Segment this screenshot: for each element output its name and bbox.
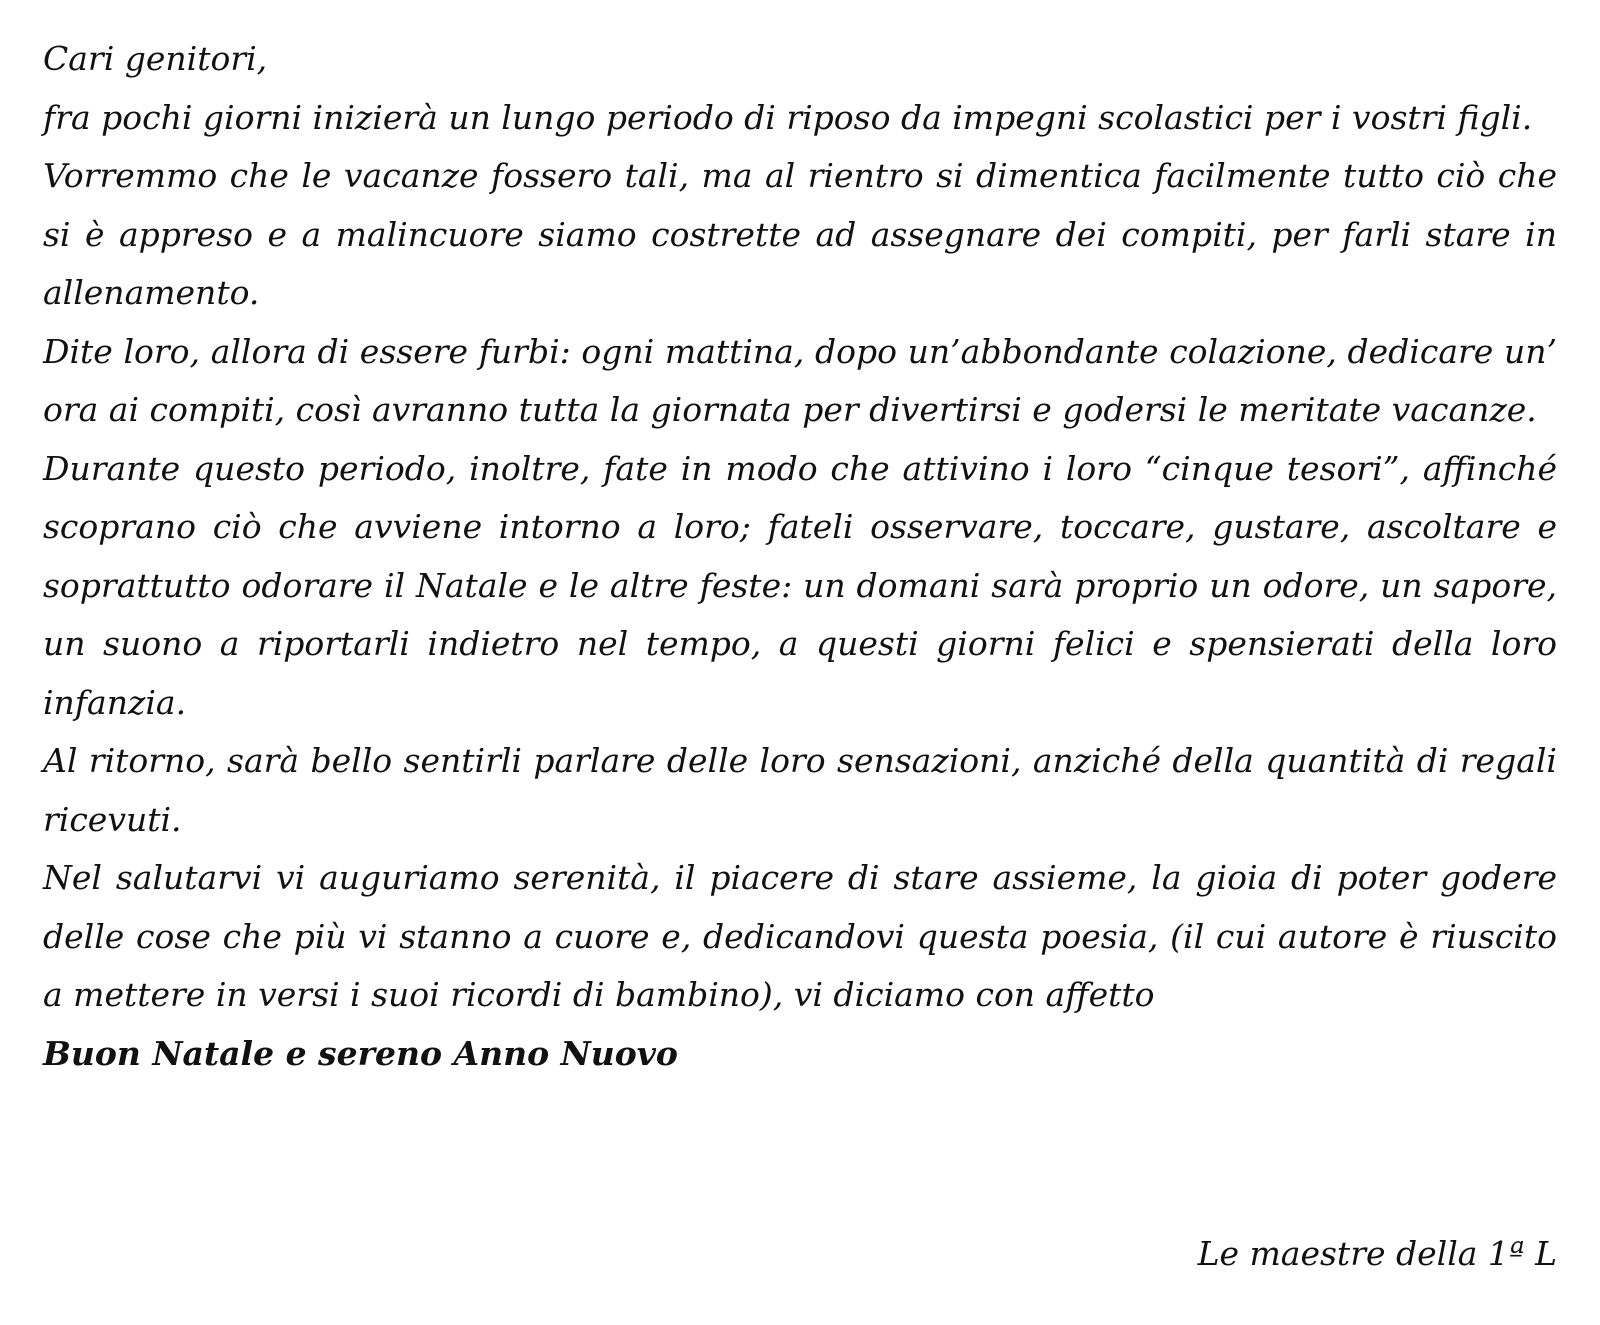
paragraph-greetings: Nel salutarvi vi auguriamo serenità, il piacere di stare assieme, la gioia di poter godere delle cose che più vi stanno a cuore e, dedicandovi questa poesia, (il cui autore è riuscito a mettere in versi i suoi ricordi di bambino), vi diciamo con affetto (43, 858, 1557, 1014)
paragraph-daily-routine: Dite loro, allora di essere furbi: ogni mattina, dopo un’abbondante colazione, dedicare un’ ora ai compiti, così avranno tutta la giornata per divertirsi e godersi le meritate vacanze. (43, 331, 1557, 429)
holiday-wish: Buon Natale e sereno Anno Nuovo (43, 1033, 678, 1073)
paragraph-homework: Vorremmo che le vacanze fossero tali, ma al rientro si dimentica facilmente tutto ciò che si è appreso e a malincuore siamo costrette ad assegnare dei compiti, per farli stare in allenamento. (43, 156, 1557, 312)
letter-signature: Le maestre della 1ª L (1197, 1234, 1557, 1273)
letter-greeting: Cari genitori, (43, 39, 268, 78)
paragraph-five-senses: Durante questo periodo, inoltre, fate in modo che attivino i loro “cinque tesori”, affinché scoprano ciò che avviene intorno a loro; fateli osservare, toccare, gustare, ascoltare e soprattutto odorare il Natale e le altre feste: un domani sarà proprio un odore, un sapore, un suono a riportarli indietro nel tempo, a questi giorni felici e spensierati della loro infanzia. (43, 448, 1557, 722)
letter-body (43, 30, 1557, 1083)
paragraph-return: Al ritorno, sarà bello sentirli parlare delle loro sensazioni, anziché della quantità di regali ricevuti. (43, 741, 1557, 839)
paragraph-school-break: fra pochi giorni inizierà un lungo periodo di riposo da impegni scolastici per i vostri figli. (43, 97, 1533, 137)
